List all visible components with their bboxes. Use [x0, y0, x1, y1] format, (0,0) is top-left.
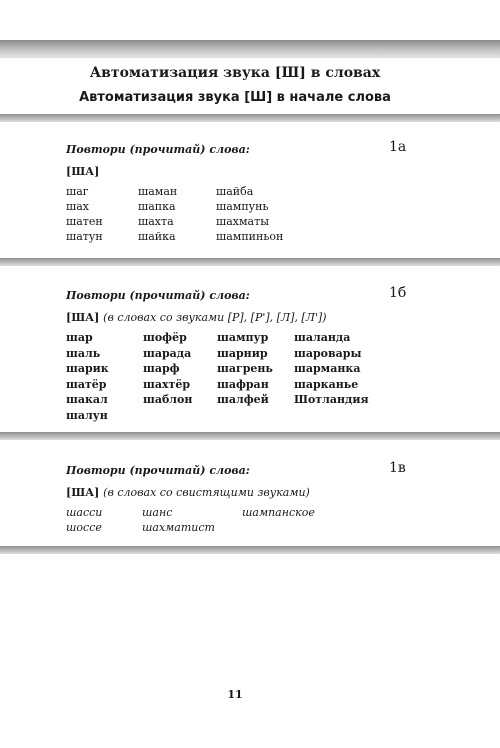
exercise-number: 1а [389, 139, 407, 155]
syllable: [ША] [66, 311, 100, 324]
word: шасси [66, 506, 103, 519]
word: шампунь [216, 200, 269, 213]
word: шапка [138, 200, 176, 213]
page-subtitle: Автоматизация звука [Ш] в начале слова [79, 90, 391, 105]
word: шарада [143, 346, 192, 360]
word: шахматы [216, 215, 269, 228]
word-grid [66, 505, 470, 535]
word: шарканье [294, 377, 359, 391]
word: шанс [142, 506, 173, 519]
word: шаг [66, 185, 89, 198]
word: шайка [138, 230, 176, 243]
syllable: [ША] [66, 486, 100, 499]
section-header [66, 139, 470, 161]
word: шатёр [66, 377, 107, 391]
section-header [66, 285, 470, 307]
word: шарик [66, 362, 109, 376]
section-divider [0, 546, 500, 554]
word: шалфей [217, 393, 269, 407]
word: Шотландия [294, 393, 369, 407]
word: шофёр [143, 331, 187, 344]
word: шах [66, 200, 89, 213]
syllable-line [66, 165, 470, 181]
word: шафран [217, 377, 269, 391]
exercise-number: 1в [389, 460, 406, 476]
word: шоссе [66, 521, 102, 534]
word: шахматист [142, 521, 215, 534]
word: шаль [66, 346, 101, 360]
word: шахтёр [143, 377, 191, 391]
section-1v [66, 460, 470, 535]
section-header [66, 460, 470, 482]
syllable-note: (в словах со звуками [Р], [Р'], [Л], [Л']) [103, 311, 327, 324]
word: шаровары [294, 346, 362, 360]
page-title: Автоматизация звука [Ш] в словах [89, 65, 381, 81]
syllable: [ША] [66, 165, 100, 178]
word-grid [66, 184, 470, 244]
word: шампур [217, 331, 269, 344]
page-number: 11 [227, 688, 243, 701]
syllable-line [66, 486, 470, 502]
word: шакал [66, 393, 108, 407]
word: шарф [143, 362, 180, 376]
word: шалун [66, 408, 108, 422]
syllable-note: (в словах со свистящими звуками) [103, 486, 310, 499]
word-grid [66, 330, 470, 424]
word: шаман [138, 185, 178, 198]
word: шайба [216, 185, 254, 198]
word: шампиньон [216, 230, 284, 243]
word: шар [66, 331, 93, 344]
word: шахта [138, 215, 174, 228]
section-divider [0, 114, 500, 122]
section-divider [0, 258, 500, 266]
word: шатун [66, 230, 103, 243]
instruction: Повтори (прочитай) слова: [66, 289, 250, 302]
word: шагрень [217, 362, 273, 376]
section-1b [66, 285, 470, 424]
word: шаланда [294, 331, 351, 344]
word: шатен [66, 215, 103, 228]
instruction: Повтори (прочитай) слова: [66, 464, 250, 477]
syllable-line [66, 311, 470, 327]
section-1a [66, 139, 470, 244]
word: шарнир [217, 346, 268, 360]
word: шарманка [294, 362, 361, 376]
instruction: Повтори (прочитай) слова: [66, 143, 250, 156]
header-bar [0, 40, 500, 58]
exercise-number: 1б [389, 285, 407, 301]
word: шампанское [242, 506, 315, 519]
word: шаблон [143, 393, 193, 407]
section-divider [0, 432, 500, 440]
